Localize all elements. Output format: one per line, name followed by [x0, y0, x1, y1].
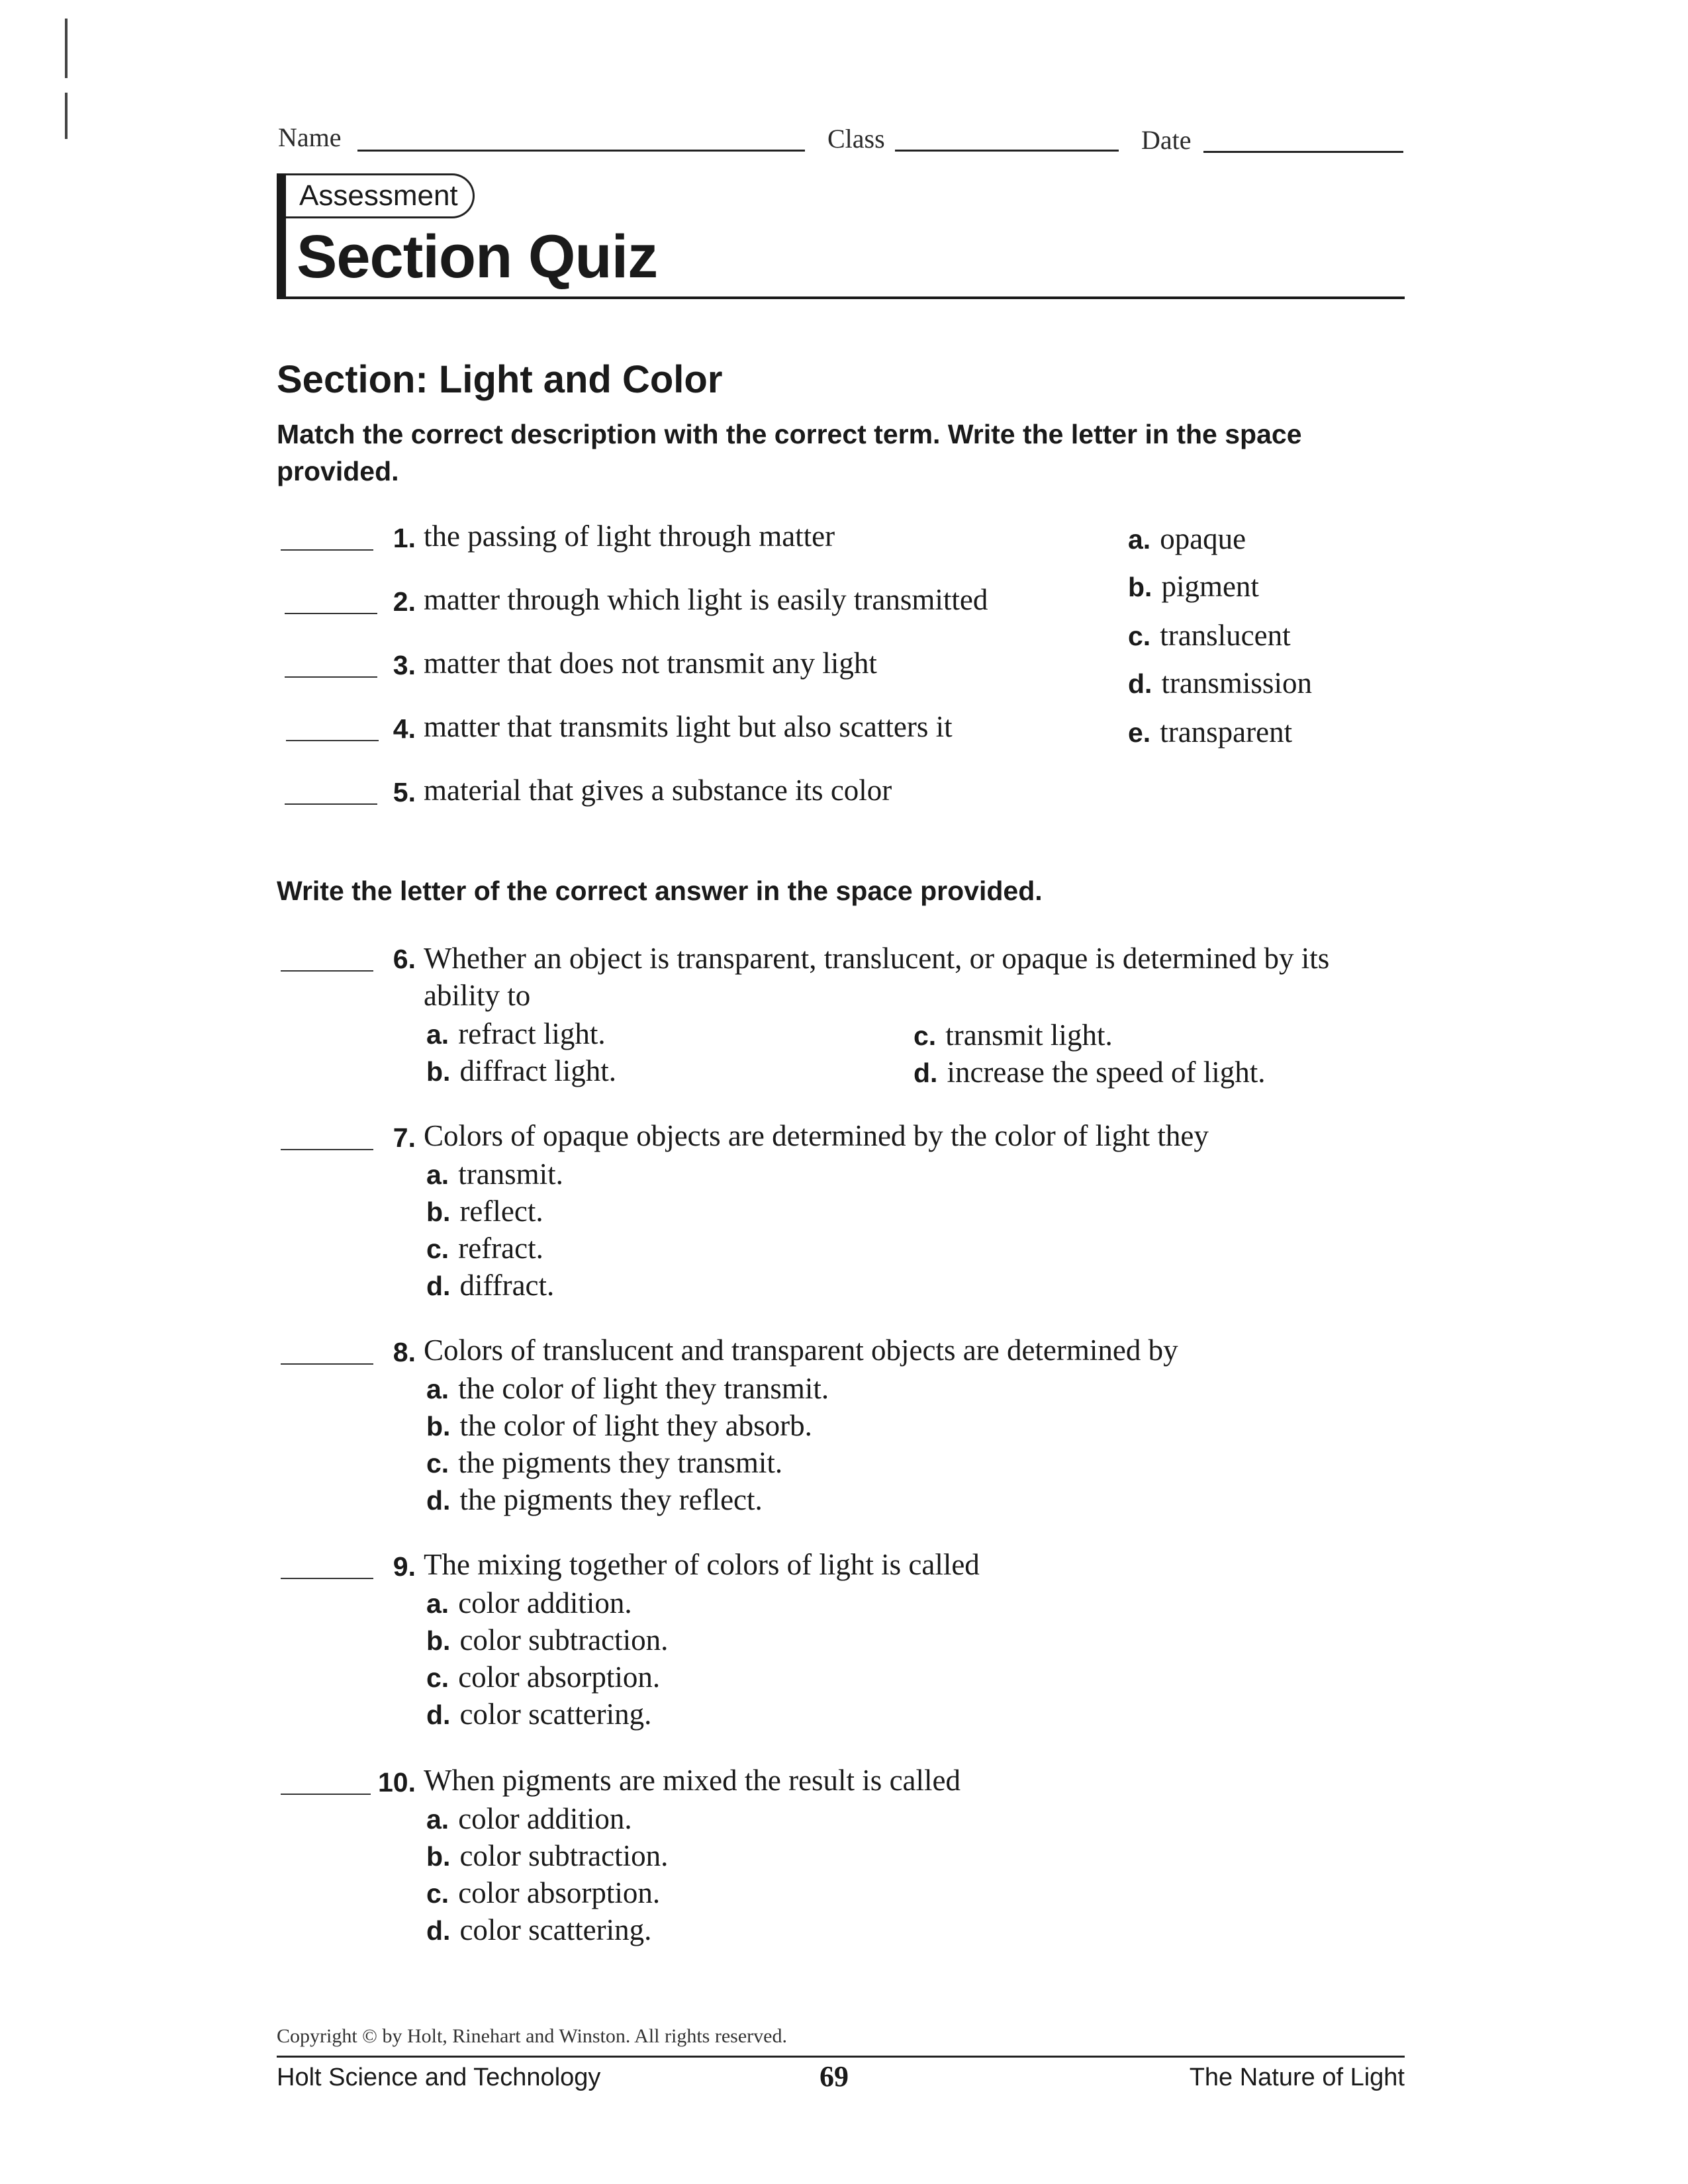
option[interactable]: d. the pigments they reflect. [426, 1483, 763, 1516]
answer-blank-1[interactable] [281, 549, 373, 551]
option[interactable]: d. color scattering. [426, 1698, 652, 1731]
option[interactable]: a. color addition. [426, 1586, 632, 1619]
question-text: When pigments are mixed the result is called [424, 1764, 961, 1797]
option[interactable]: b. diffract light. [426, 1054, 617, 1087]
option[interactable]: b. color subtraction. [426, 1623, 669, 1657]
option[interactable]: d. color scattering. [426, 1913, 652, 1946]
name-label: Name [278, 122, 342, 152]
answer-blank-8[interactable] [281, 1363, 373, 1365]
question-number: 1. [393, 523, 416, 553]
option[interactable]: c. color absorption. [426, 1876, 661, 1909]
question-number: 7. [393, 1122, 416, 1153]
question-number: 10. [378, 1767, 416, 1797]
copyright-notice: Copyright © by Holt, Rinehart and Winston. All rights reserved. [277, 2025, 787, 2047]
matching-description: material that gives a substance its color [424, 774, 892, 807]
scan-mark-bottom [65, 93, 68, 139]
question-number: 2. [393, 586, 416, 617]
question-text: Colors of translucent and transparent objects are determined by [424, 1334, 1178, 1367]
footer-rule [277, 2056, 1405, 2058]
answer-blank-9[interactable] [281, 1578, 373, 1579]
question-number: 4. [393, 713, 416, 744]
term-item: d. transmission [1128, 666, 1312, 700]
option[interactable]: c. refract. [426, 1232, 543, 1265]
option[interactable]: a. the color of light they transmit. [426, 1372, 829, 1405]
option[interactable]: c. transmit light. [914, 1019, 1113, 1052]
option[interactable]: a. transmit. [426, 1158, 563, 1191]
question-number: 8. [393, 1337, 416, 1367]
term-item: e. transparent [1128, 715, 1293, 749]
page-number: 69 [820, 2060, 849, 2093]
term-item: b. pigment [1128, 570, 1259, 603]
option[interactable]: a. color addition. [426, 1802, 632, 1835]
term-item: c. translucent [1128, 619, 1291, 652]
section-title: Section: Light and Color [277, 358, 723, 401]
option[interactable]: c. color absorption. [426, 1661, 661, 1694]
footer-book-title: Holt Science and Technology [277, 2064, 601, 2091]
matching-description: matter that transmits light but also scatters it [424, 710, 953, 743]
answer-blank-6[interactable] [281, 970, 373, 972]
option[interactable]: c. the pigments they transmit. [426, 1446, 783, 1479]
page-title: Section Quiz [297, 223, 658, 291]
option[interactable]: b. color subtraction. [426, 1839, 669, 1872]
date-label: Date [1141, 125, 1192, 155]
question-number: 3. [393, 650, 416, 680]
question-number: 6. [393, 944, 416, 974]
question-number: 5. [393, 777, 416, 807]
answer-blank-10[interactable] [281, 1794, 371, 1795]
assessment-tab: Assessment [286, 173, 475, 218]
name-field[interactable] [357, 150, 805, 152]
option[interactable]: a. refract light. [426, 1017, 606, 1050]
date-field[interactable] [1203, 151, 1403, 153]
question-text: Whether an object is transparent, translucent, or opaque is determined by its ability to [424, 942, 1330, 1012]
option[interactable]: d. diffract. [426, 1269, 555, 1302]
option[interactable]: b. the color of light they absorb. [426, 1409, 812, 1442]
option[interactable]: b. reflect. [426, 1195, 543, 1228]
option[interactable]: d. increase the speed of light. [914, 1056, 1266, 1089]
answer-blank-7[interactable] [281, 1149, 373, 1150]
title-rule [277, 296, 1405, 299]
question-text: The mixing together of colors of light is called [424, 1548, 980, 1581]
matching-description: matter that does not transmit any light [424, 647, 877, 680]
instruction-multiple-choice: Write the letter of the correct answer in the space provided. [277, 876, 1043, 906]
footer-chapter-title: The Nature of Light [1189, 2064, 1405, 2091]
class-field[interactable] [895, 150, 1119, 152]
scan-mark-top [65, 19, 68, 78]
question-number: 9. [393, 1551, 416, 1582]
instruction-matching: Match the correct description with the correct term. Write the letter in the space provided. [277, 419, 1302, 486]
class-label: Class [827, 124, 885, 154]
question-text: Colors of opaque objects are determined by the color of light they [424, 1119, 1209, 1152]
term-item: a. opaque [1128, 522, 1246, 555]
matching-description: matter through which light is easily transmitted [424, 583, 988, 616]
matching-description: the passing of light through matter [424, 520, 835, 553]
banner-bar [277, 173, 286, 296]
